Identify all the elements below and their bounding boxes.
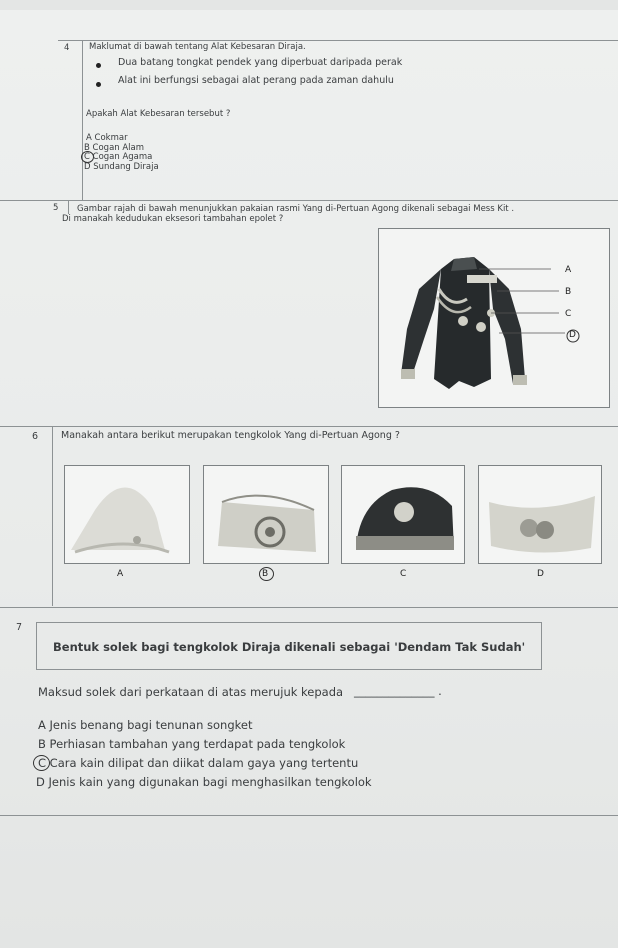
mess-kit-figure bbox=[378, 228, 610, 408]
q6-number: 6 bbox=[32, 431, 39, 442]
q4-number: 4 bbox=[64, 43, 70, 53]
q7-option-a: A Jenis benang bagi tenunan songket bbox=[38, 718, 253, 732]
tengkolok-image-b bbox=[203, 465, 329, 564]
q7-option-b: B Perhiasan tambahan yang terdapat pada tengkolok bbox=[38, 737, 346, 751]
q4-bullet-dot-1 bbox=[96, 63, 101, 68]
figure-label-a: A bbox=[565, 265, 572, 275]
q6-option-d-label: D bbox=[537, 569, 544, 579]
q7-statement: Bentuk solek bagi tengkolok Diraja dikenali sebagai 'Dendam Tak Sudah' bbox=[53, 640, 526, 654]
figure-label-b: B bbox=[565, 287, 572, 297]
q5-top-rule bbox=[0, 200, 618, 201]
q4-top-rule bbox=[58, 40, 618, 41]
q5-number: 5 bbox=[53, 203, 59, 213]
q4-option-b: B Cogan Alam bbox=[84, 143, 145, 153]
q6-option-b-label: B bbox=[262, 569, 269, 579]
tengkolok-image-d bbox=[478, 465, 602, 564]
worksheet-page bbox=[0, 10, 618, 948]
q6-option-a-label: A bbox=[117, 569, 124, 579]
tengkolok-image-c bbox=[341, 465, 465, 564]
q5-number-rule bbox=[68, 200, 69, 214]
q4-column-rule bbox=[82, 40, 83, 200]
tengkolok-b-shape bbox=[204, 466, 328, 563]
q4-question: Apakah Alat Kebesaran tersebut ? bbox=[86, 109, 231, 119]
q7-number: 7 bbox=[16, 622, 23, 633]
q4-option-a: A Cokmar bbox=[86, 133, 128, 143]
q6-option-c-label: C bbox=[400, 569, 407, 579]
q4-option-d: D Sundang Diraja bbox=[84, 162, 159, 172]
q6-question: Manakah antara berikut merupakan tengkolok Yang di-Pertuan Agong ? bbox=[61, 430, 400, 441]
q5-line-2: Di manakah kedudukan eksesori tambahan epolet ? bbox=[62, 214, 284, 224]
q7-bottom-rule bbox=[0, 815, 618, 816]
tengkolok-d-shape bbox=[479, 466, 601, 563]
q4-option-c: C Cogan Agama bbox=[84, 152, 153, 162]
tengkolok-a-shape bbox=[65, 466, 189, 563]
tengkolok-image-a bbox=[64, 465, 190, 564]
q4-bullet-dot-2 bbox=[96, 82, 101, 87]
q6-top-rule bbox=[0, 426, 618, 427]
q7-top-rule bbox=[0, 607, 618, 608]
q7-question: Maksud solek dari perkataan di atas merujuk kepada bbox=[38, 685, 344, 699]
q4-bullet-2: Alat ini berfungsi sebagai alat perang pada zaman dahulu bbox=[118, 75, 394, 86]
q6-column-rule bbox=[52, 426, 53, 606]
q7-option-c: C Cara kain dilipat dan diikat dalam gaya yang tertentu bbox=[38, 756, 359, 770]
q7-option-d: D Jenis kain yang digunakan bagi menghasilkan tengkolok bbox=[36, 775, 372, 789]
mess-kit-jacket-image bbox=[379, 229, 609, 407]
figure-label-d: D bbox=[569, 330, 576, 340]
q7-answer-blank: ______________ . bbox=[354, 684, 442, 698]
figure-label-c: C bbox=[565, 309, 572, 319]
q4-prompt: Maklumat di bawah tentang Alat Kebesaran Diraja. bbox=[89, 42, 306, 52]
tengkolok-c-shape bbox=[342, 466, 464, 563]
q5-line-1: Gambar rajah di bawah menunjukkan pakaian rasmi Yang di-Pertuan Agong dikenali sebagai Mess Kit . bbox=[77, 204, 515, 214]
q4-bullet-1: Dua batang tongkat pendek yang diperbuat daripada perak bbox=[118, 57, 403, 68]
q7-statement-box bbox=[36, 622, 542, 670]
